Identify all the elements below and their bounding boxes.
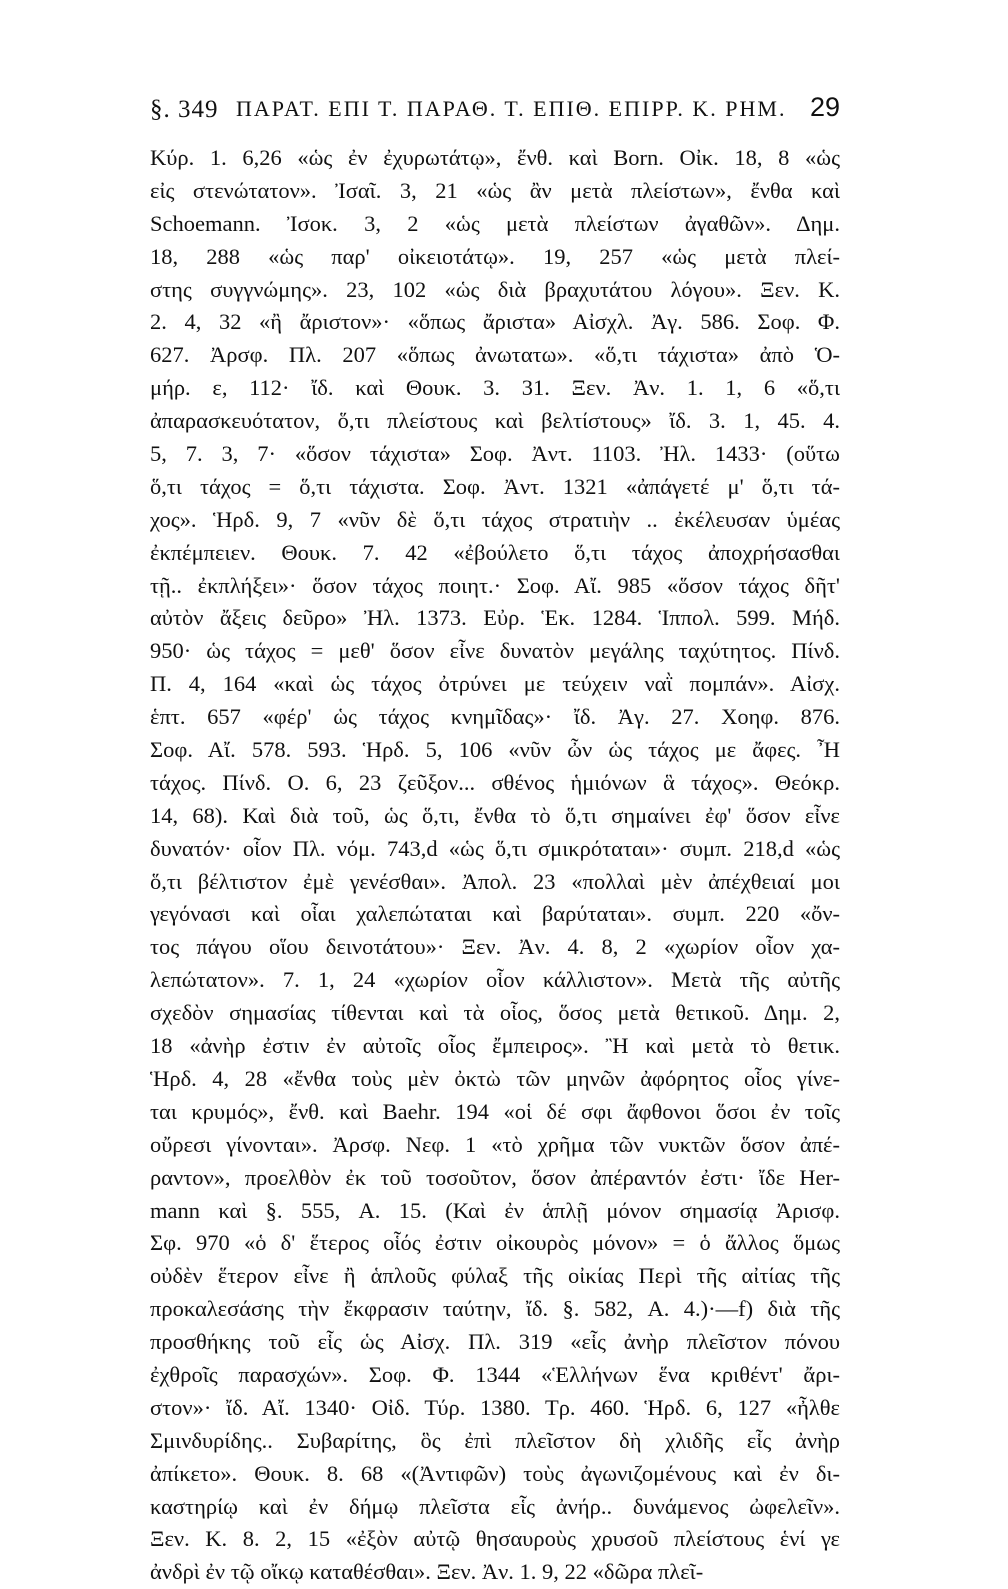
text-line: Ἡρδ. 4, 28 «ἔνθα τοὺς μὲν ὀκτὼ τῶν μηνῶν ἀφόρητος οἷος γίνε- (150, 1065, 840, 1091)
text-line: δυνατόν· οἷον Πλ. νόμ. 743,d «ὡς ὅ,τι σμικρόταται»· συμπ. 218,d «ὡς (150, 835, 840, 861)
text-line: τος πάγου οἵου δεινοτάτου»· Ξεν. Ἀν. 4. 8, 2 «χωρίον οἷον χα- (150, 934, 840, 960)
text-line: mann καὶ §. 555, A. 15. (Καὶ ἐν ἁπλῇ μόνον σημασίᾳ Ἀρισφ. (150, 1197, 840, 1223)
text-line: ἀπαρασκευότατον, ὅ,τι πλείστους καὶ βελτίστους» ἴδ. 3. 1, 45. 4. (150, 408, 840, 434)
text-line: γεγόνασι καὶ οἷαι χαλεπώταται καὶ βαρύταται». συμπ. 220 «ὄν- (150, 901, 840, 927)
text-line: προκαλεσάσης τὴν ἔκφρασιν ταύτην, ἴδ. §. 582, A. 4.)·—f) διὰ τῆς (150, 1296, 840, 1322)
text-line: οὐδὲν ἕτερον εἶνε ἢ ἁπλοῦς φύλαξ τῆς οἰκίας Περὶ τῆς αἰτίας τῆς (150, 1263, 840, 1289)
text-line: 18 «ἀνὴρ ἐστιν ἐν αὐτοῖς οἷος ἔμπειρος». Ἢ καὶ μετὰ τὸ θετικ. (150, 1033, 840, 1059)
text-line: ἐκπέμπειεν. Θουκ. 7. 42 «ἐβούλετο ὅ,τι τάχος ἀποχρήσασθαι (150, 539, 840, 565)
text-line: λεπώτατον». 7. 1, 24 «χωρίον οἷον κάλλιστον». Μετὰ τῆς αὐτῆς (150, 967, 840, 993)
page-number: 29 (809, 92, 840, 122)
text-line: 14, 68). Καὶ διὰ τοῦ, ὡς ὅ,τι, ἔνθα τὸ ὅ,τι σημαίνει ἐφ' ὅσον εἶνε (150, 802, 840, 828)
text-line: ἀπίκετο». Θουκ. 8. 68 «(Ἀντιφῶν) τοὺς ἀγωνιζομένους καὶ ἐν δι- (150, 1460, 840, 1486)
text-line: Σμινδυρίδης.. Συβαρίτης, ὃς ἐπὶ πλεῖστον δὴ χλιδῆς εἷς ἀνὴρ (150, 1427, 840, 1453)
text-line: καστηρίῳ καὶ ἐν δήμῳ πλεῖστα εἷς ἀνήρ.. δυνάμενος ὠφελεῖν». (150, 1493, 840, 1519)
text-line: ραντον», προελθὸν ἐκ τοῦ τοσοῦτον, ὅσον ἀπέραντόν ἐστι· ἴδε Her- (150, 1164, 840, 1190)
text-line: σχεδὸν σημασίας τίθενται καὶ τὰ οἷος, ὅσος μετὰ θετικοῦ. Δημ. 2, (150, 1000, 840, 1026)
text-line: 950· ὡς τάχος = μεθ' ὅσον εἶνε δυνατὸν μεγάλης ταχύτητος. Πίνδ. (150, 638, 840, 664)
running-title: ΠΑΡΑΤ. ΕΠΙ Τ. ΠΑΡΑΘ. Τ. ΕΠΙΘ. ΕΠΙΡΡ. Κ. ΡΗΜ. (236, 96, 787, 121)
text-line: αὐτὸν ἄξεις δεῦρο» Ἠλ. 1373. Εὐρ. Ἑκ. 1284. Ἱππολ. 599. Μήδ. (150, 605, 840, 631)
text-line: Σοφ. Αἴ. 578. 593. Ἡρδ. 5, 106 «νῦν ὦν ὡς τάχος με ἄφες. Ἦ (150, 737, 840, 763)
text-line: ὅ,τι τάχος = ὅ,τι τάχιστα. Σοφ. Ἀντ. 1321 «ἀπάγετέ μ' ὅ,τι τά- (150, 473, 840, 499)
text-line: Κύρ. 1. 6,26 «ὡς ἐν ἐχυρωτάτῳ», ἔνθ. καὶ Born. Οἰκ. 18, 8 «ὡς (150, 145, 840, 170)
text-line: εἰς στενώτατον». Ἰσαῖ. 3, 21 «ὡς ἂν μετὰ πλείστων», ἔνθα καὶ (150, 177, 840, 203)
text-line: Schoemann. Ἰσοκ. 3, 2 «ὡς μετὰ πλείστων ἀγαθῶν». Δημ. (150, 210, 840, 236)
text-line: ἀνδρὶ ἐν τῷ οἴκῳ καταθέσθαι». Ξεν. Ἀν. 1. 9, 22 «δῶρα πλεῖ- (150, 1559, 704, 1585)
text-line: ἐχθροῖς παρασχών». Σοφ. Φ. 1344 «Ἑλλήνων ἕνα κριθέντ' ἄρι- (150, 1361, 840, 1387)
text-line: Ξεν. Κ. 8. 2, 15 «ἐξὸν αὐτῷ θησαυροὺς χρυσοῦ πλείστους ἑνί γε (150, 1526, 840, 1552)
section-number: §. 349 (150, 96, 219, 123)
text-line: προσθήκης τοῦ εἷς ὡς Αἰσχ. Πλ. 319 «εἷς ἀνὴρ πλεῖστον πόνου (150, 1329, 840, 1355)
text-line: Π. 4, 164 «καὶ ὡς τάχος ὀτρύνει με τεύχειν ναῒ πομπάν». Αἰσχ. (150, 671, 840, 697)
running-header (150, 92, 840, 132)
text-line: ὅ,τι βέλτιστον ἐμὲ γενέσθαι». Ἀπολ. 23 «πολλαὶ μὲν ἀπέχθειαί μοι (150, 868, 840, 894)
text-line: τῇ.. ἐκπλήξει»· ὅσον τάχος ποιητ.· Σοφ. Αἴ. 985 «ὅσον τάχος δῆτ' (150, 572, 840, 598)
text-line: τάχος. Πίνδ. Ο. 6, 23 ζεῦξον... σθένος ἡμιόνων ἃ τάχος». Θεόκρ. (150, 769, 840, 795)
text-line: ται κρυμός», ἔνθ. καὶ Baehr. 194 «οἱ δέ σφι ἄφθονοι ὅσοι ἐν τοῖς (150, 1098, 840, 1124)
body-text (150, 142, 840, 1589)
text-line: 18, 288 «ὡς παρ' οἰκειοτάτῳ». 19, 257 «ὡς μετὰ πλεί- (150, 243, 840, 269)
text-line: στον»· ἴδ. Αἴ. 1340· Οἰδ. Τύρ. 1380. Τρ. 460. Ἡρδ. 6, 127 «ἦλθε (150, 1394, 840, 1420)
text-line: μήρ. ε, 112· ἴδ. καὶ Θουκ. 3. 31. Ξεν. Ἀν. 1. 1, 6 «ὅ,τι (150, 375, 840, 401)
text-line: χος». Ἡρδ. 9, 7 «νῦν δὲ ὅ,τι τάχος στρατιὴν .. ἐκέλευσαν ὑμέας (150, 506, 840, 532)
text-line: 627. Ἀρσφ. Πλ. 207 «ὅπως ἀνωτατω». «ὅ,τι τάχιστα» ἀπὸ Ὁ- (150, 342, 840, 368)
text-line: 2. 4, 32 «ἢ ἄριστον»· «ὅπως ἄριστα» Αἰσχλ. Ἀγ. 586. Σοφ. Φ. (150, 309, 840, 335)
text-line: ἑπτ. 657 «φέρ' ὡς τάχος κνημῖδας»· ἴδ. Ἀγ. 27. Χοηφ. 876. (150, 704, 840, 730)
text-line: Σφ. 970 «ὁ δ' ἕτερος οἷός ἐστιν οἰκουρὸς μόνον» = ὁ ἄλλος ὅμως (150, 1230, 840, 1256)
text-line: στης συγγνώμης». 23, 102 «ὡς διὰ βραχυτάτου λόγου». Ξεν. Κ. (150, 276, 840, 302)
text-line: οὔρεσι γίνονται». Ἀρσφ. Νεφ. 1 «τὸ χρῆμα τῶν νυκτῶν ὅσον ἀπέ- (150, 1131, 840, 1157)
text-line: 5, 7. 3, 7· «ὅσον τάχιστα» Σοφ. Ἀντ. 1103. Ἠλ. 1433· (οὕτω (150, 441, 840, 467)
